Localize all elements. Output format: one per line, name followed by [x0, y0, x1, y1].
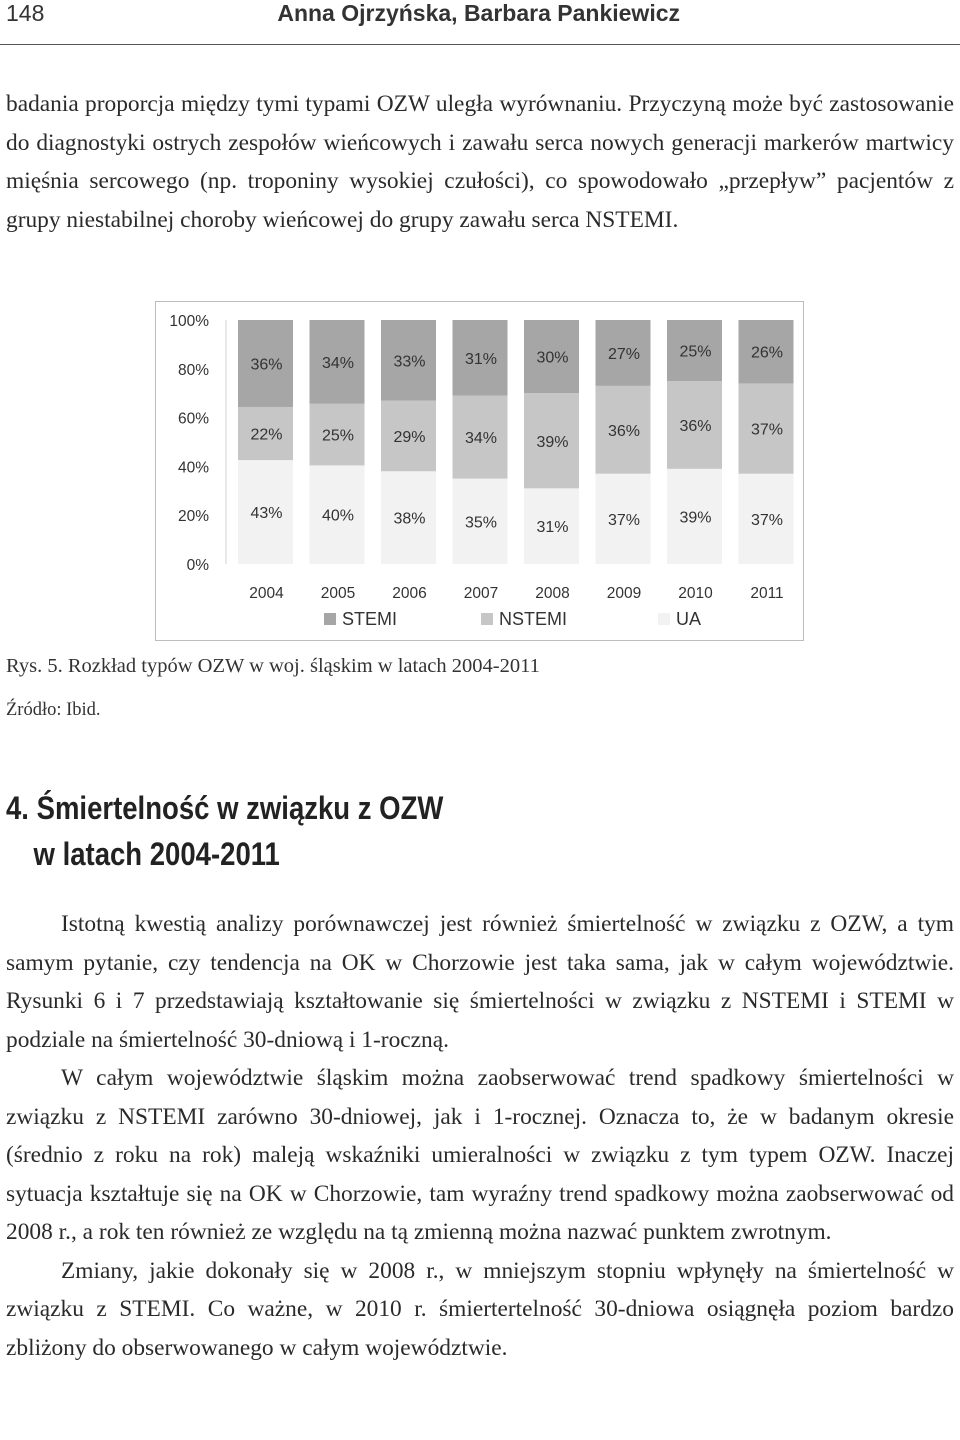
- figure-source: Źródło: Ibid.: [6, 700, 101, 720]
- data-label-ua-2006: 38%: [393, 510, 426, 528]
- y-tick-label-40: 40%: [177, 459, 209, 477]
- x-tick-label-2010: 2010: [678, 585, 713, 602]
- data-label-nstemi-2004: 22%: [250, 426, 283, 444]
- data-label-stemi-2009: 27%: [607, 345, 641, 363]
- body-text: [6, 905, 954, 1367]
- page-header: [0, 0, 960, 45]
- data-label-stemi-2005: 34%: [321, 354, 355, 372]
- stacked-bar-chart: [155, 301, 804, 641]
- x-tick-label-2006: 2006: [392, 585, 427, 602]
- figure-caption: Rys. 5. Rozkład typów OZW w woj. śląskim w latach 2004-2011: [6, 655, 540, 677]
- section-title: [6, 785, 443, 877]
- chart-svg: [156, 302, 803, 640]
- data-label-stemi-2008: 30%: [536, 349, 569, 367]
- page-number: 148: [6, 0, 45, 26]
- data-label-nstemi-2005: 25%: [321, 427, 355, 445]
- x-tick-label-2004: 2004: [249, 585, 284, 602]
- legend-label-stemi: STEMI: [342, 609, 398, 629]
- x-tick-label-2005: 2005: [320, 585, 356, 602]
- section-title-line2: w latach 2004-2011: [33, 836, 280, 872]
- data-label-stemi-2007: 31%: [464, 350, 498, 368]
- data-label-ua-2008: 31%: [536, 519, 569, 537]
- x-tick-label-2008: 2008: [535, 585, 570, 602]
- legend-swatch-ua: [658, 613, 670, 625]
- y-tick-label-0: 0%: [186, 557, 209, 574]
- data-label-ua-2005: 40%: [321, 507, 355, 525]
- x-tick-label-2011: 2011: [750, 585, 784, 602]
- legend-swatch-nstemi: [481, 613, 493, 625]
- data-label-ua-2011: 37%: [750, 511, 784, 529]
- data-label-nstemi-2006: 29%: [393, 428, 426, 446]
- running-head-authors: Anna Ojrzyńska, Barbara Pankiewicz: [277, 0, 680, 26]
- data-label-stemi-2010: 25%: [679, 343, 712, 361]
- data-label-stemi-2011: 26%: [750, 344, 784, 362]
- y-tick-label-80: 80%: [177, 361, 209, 379]
- data-label-nstemi-2009: 36%: [607, 422, 641, 440]
- legend-label-ua: UA: [676, 609, 702, 629]
- legend-swatch-stemi: [324, 613, 336, 625]
- data-label-ua-2009: 37%: [607, 511, 641, 529]
- data-label-ua-2004: 43%: [250, 505, 283, 523]
- x-tick-label-2007: 2007: [463, 585, 499, 602]
- intro-paragraph: badania proporcja między tymi typami OZW uległa wyrównaniu. Przyczyną może być zastosowanie do diagnostyki ostrych zespołów wieńcowych i zawału serca nowych generacji markerów martwicy mięśnia sercowego (np. troponiny wysokiej czułości), co spowodowało „przepływ” pacjentów z grupy niestabilnej choroby wieńcowej do grupy zawału serca NSTEMI.: [6, 91, 954, 233]
- y-tick-label-60: 60%: [177, 410, 209, 428]
- data-label-nstemi-2008: 39%: [536, 433, 569, 451]
- y-tick-label-100: 100%: [169, 313, 209, 330]
- data-label-stemi-2006: 33%: [393, 353, 426, 371]
- legend-label-nstemi: NSTEMI: [499, 609, 568, 629]
- section-title-line1: 4. Śmiertelność w związku z OZW: [6, 790, 444, 826]
- data-label-ua-2007: 35%: [464, 514, 498, 532]
- data-label-nstemi-2011: 37%: [750, 421, 784, 439]
- body-paragraph-2: W całym województwie śląskim można zaobserwować trend spadkowy śmiertelności w związku z NSTEMI zarówno 30-dniowej, jak i 1-rocznej. Oznacza to, że w badanym okresie (średnio z roku na rok) maleją wskaźniki umieralności w związku z tym typem OZW. Inaczej sytuacja kształtuje się na OK w Chorzowie, tam wyraźny trend spadkowy można zaobserwować od 2008 r., a rok ten również ze względu na tą zmienną można nazwać punktem zwrotnym.: [6, 1065, 954, 1245]
- data-label-stemi-2004: 36%: [250, 356, 283, 374]
- data-label-nstemi-2007: 34%: [464, 430, 498, 448]
- y-tick-label-20: 20%: [177, 508, 209, 526]
- body-paragraph-1: Istotną kwestią analizy porównawczej jest również śmiertelność w związku z OZW, a tym samym pytanie, czy tendencja na OK w Chorzowie jest taka sama, jak w całym województwie. Rysunki 6 i 7 przedstawiają kształtowanie się śmiertelności w związku z NSTEMI i STEMI w podziale na śmiertelność 30-dniową i 1-roczną.: [6, 911, 954, 1053]
- x-tick-label-2009: 2009: [606, 585, 642, 602]
- data-label-ua-2010: 39%: [679, 509, 712, 527]
- body-paragraph-3: Zmiany, jakie dokonały się w 2008 r., w mniejszym stopniu wpłynęły na śmiertelność w związku z STEMI. Co ważne, w 2010 r. śmiertertelność 30-dniowa osiągnęła poziom bardzo zbliżony do obserwowanego w całym województwie.: [6, 1257, 954, 1361]
- data-label-nstemi-2010: 36%: [679, 417, 712, 435]
